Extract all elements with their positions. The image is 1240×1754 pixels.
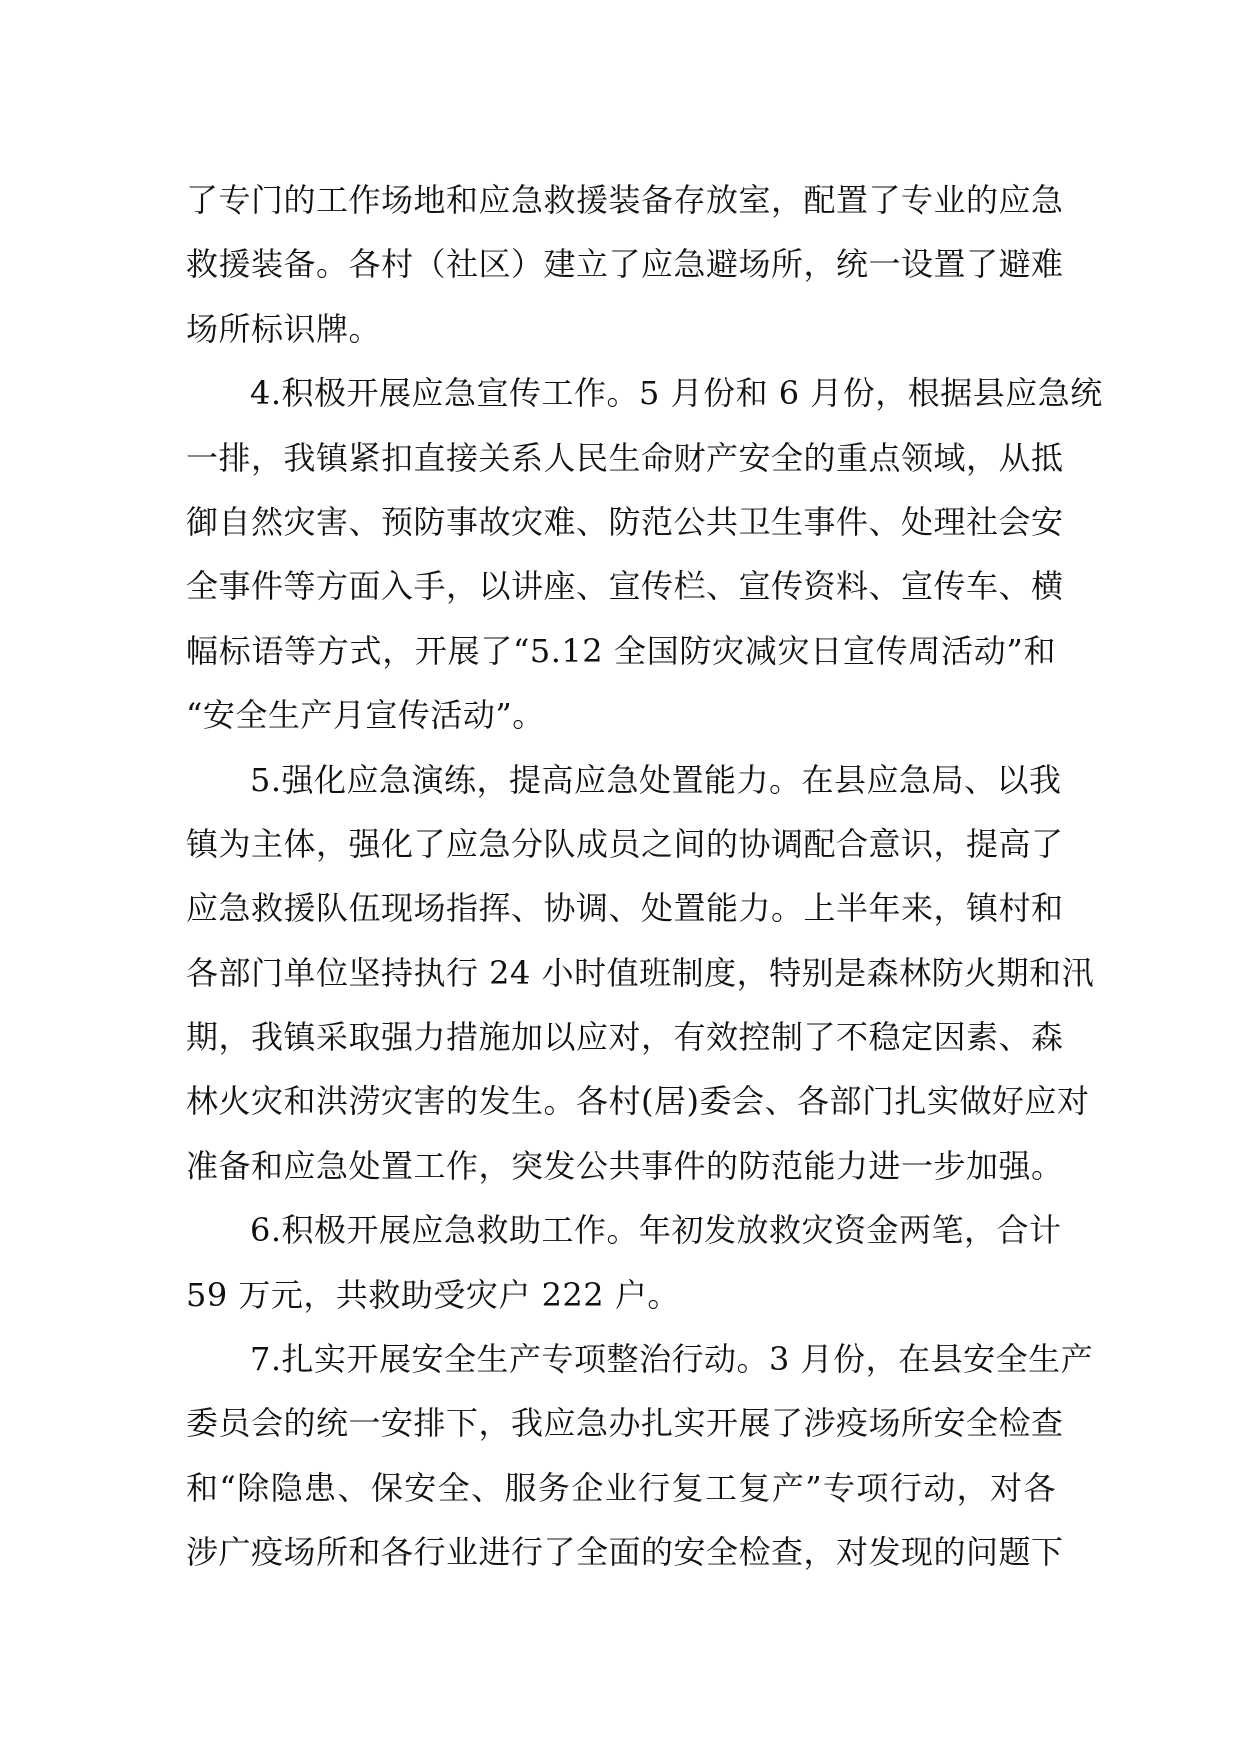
text-line: 准备和应急处置工作，突发公共事件的防范能力进一步加强。 <box>186 1146 1064 1185</box>
paragraph-6-first-line: 6.积极开展应急救助工作。年初发放救灾资金两笔，合计 <box>250 1211 1062 1250</box>
text-line: 59 万元，共救助受灾户 222 户。 <box>186 1275 680 1314</box>
paragraph-4-first-line: 4.积极开展应急宣传工作。5 月份和 6 月份，根据县应急统 <box>250 374 1103 413</box>
text-line: 全事件等方面入手，以讲座、宣传栏、宣传资料、宣传车、横 <box>186 567 1064 606</box>
paragraph-7-first-line: 7.扎实开展安全生产专项整治行动。3 月份，在县安全生产 <box>250 1340 1094 1379</box>
text-line: 涉广疫场所和各行业进行了全面的安全检查，对发现的问题下 <box>186 1533 1064 1572</box>
text-line: 应急救援队伍现场指挥、协调、处置能力。上半年来，镇村和 <box>186 889 1064 928</box>
paragraph-5-first-line: 5.强化应急演练，提高应急处置能力。在县应急局、以我 <box>250 760 1062 799</box>
text-line: 各部门单位坚持执行 24 小时值班制度，特别是森林防火期和汛 <box>186 953 1095 992</box>
text-line: 场所标识牌。 <box>186 309 382 348</box>
text-line: 御自然灾害、预防事故灾难、防范公共卫生事件、处理社会安 <box>186 502 1064 541</box>
text-line: 幅标语等方式，开展了“5.12 全国防灾减灾日宣传周活动”和 <box>186 631 1056 670</box>
text-line: 和“除隐患、保安全、服务企业行复工复产”专项行动，对各 <box>186 1468 1056 1507</box>
text-line: 了专门的工作场地和应急救援装备存放室，配置了专业的应急 <box>186 181 1064 219</box>
document-body <box>186 168 1103 1585</box>
text-line: 期，我镇采取强力措施加以应对，有效控制了不稳定因素、森 <box>186 1018 1064 1057</box>
text-line: 一排，我镇紧扣直接关系人民生命财产安全的重点领域，从抵 <box>186 438 1064 477</box>
text-line: 林火灾和洪涝灾害的发生。各村(居)委会、各部门扎实做好应对 <box>186 1082 1090 1121</box>
text-line: “安全生产月宣传活动”。 <box>186 696 545 735</box>
text-line: 救援装备。各村（社区）建立了应急避场所，统一设置了避难 <box>186 245 1064 284</box>
text-line: 镇为主体，强化了应急分队成员之间的协调配合意识，提高了 <box>186 824 1064 863</box>
text-line: 委员会的统一安排下，我应急办扎实开展了涉疫场所安全检查 <box>186 1404 1064 1443</box>
